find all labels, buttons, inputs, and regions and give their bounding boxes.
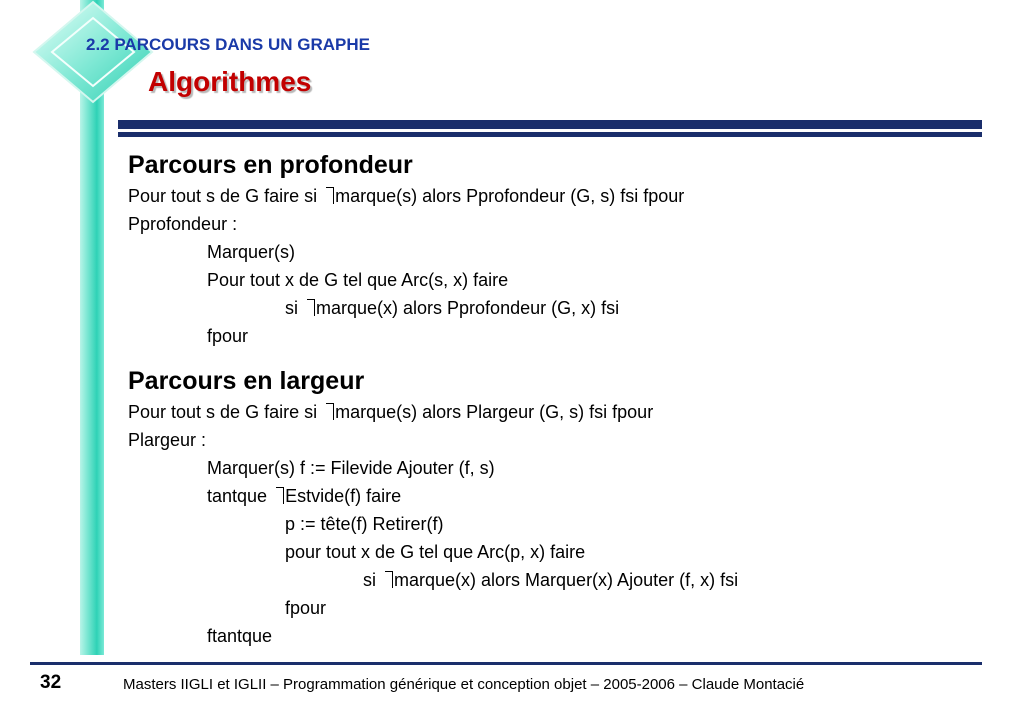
slide-content [128,148,988,650]
section-spacer [128,350,988,364]
code-line: si marque(x) alors Marquer(x) Ajouter (f, x) fsi [363,570,739,590]
code-line: si marque(x) alors Pprofondeur (G, x) fsi [285,298,620,318]
logical-not-icon [307,299,315,316]
code-line: Pprofondeur : [128,214,238,234]
code-line: pour tout x de G tel que Arc(p, x) faire [285,542,586,562]
page-number: 32 [40,672,62,693]
slide-title: Algorithmes [148,66,312,97]
code-line: Pour tout x de G tel que Arc(s, x) faire [207,270,509,290]
logical-not-icon [326,403,334,420]
code-line: tantque Estvide(f) faire [207,486,402,506]
code-line: Pour tout s de G faire si marque(s) alors Pprofondeur (G, s) fsi fpour [128,186,685,206]
header-divider [118,120,982,132]
code-line: Pour tout s de G faire si marque(s) alors Plargeur (G, s) fsi fpour [128,402,654,422]
code-line: Plargeur : [128,430,207,450]
logical-not-icon [385,571,393,588]
logical-not-icon [326,187,334,204]
code-line: fpour [207,326,249,346]
logical-not-icon [276,487,284,504]
code-line: Marquer(s) [207,242,296,262]
code-line: fpour [285,598,327,618]
section-label: 2.2 PARCOURS DANS UN GRAPHE [86,35,371,54]
breadth-first-heading: Parcours en largeur [128,367,365,395]
depth-first-heading: Parcours en profondeur [128,151,413,179]
code-line: Marquer(s) f := Filevide Ajouter (f, s) [207,458,495,478]
code-line: ftantque [207,626,273,646]
footer-divider [30,662,982,665]
code-line: p := tête(f) Retirer(f) [285,514,444,534]
footer-text: Masters IIGLI et IGLII – Programmation générique et conception objet – 2005-2006 – Claude Montacié [123,676,805,693]
